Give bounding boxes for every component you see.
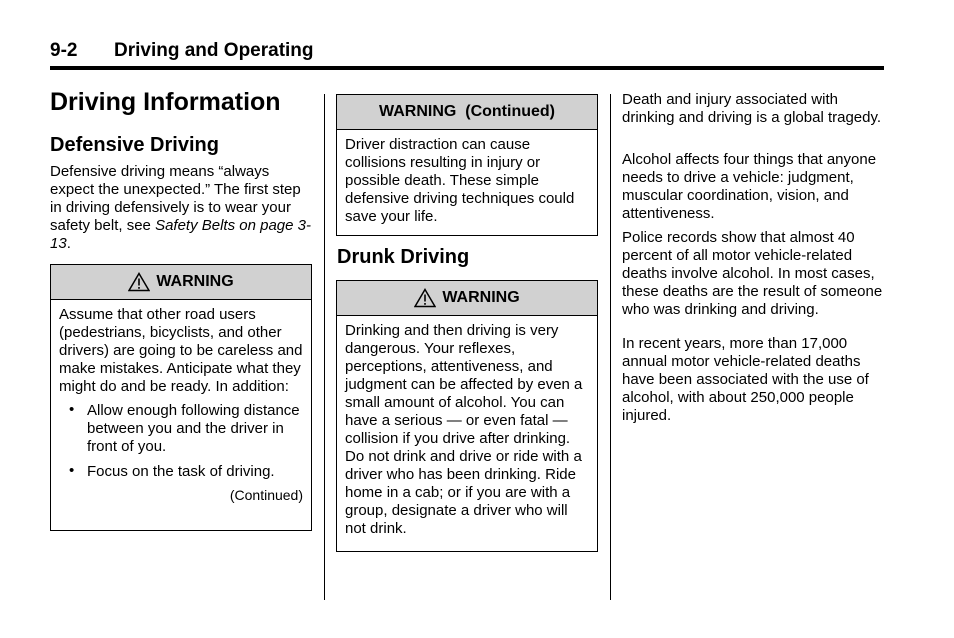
page-number: 9-2 — [50, 40, 78, 61]
list-item — [69, 402, 303, 456]
page-header — [50, 38, 884, 70]
defensive-driving-heading: Defensive Driving — [50, 134, 219, 156]
column-divider-2 — [610, 94, 611, 600]
warning-header — [337, 281, 597, 316]
list-item — [69, 463, 303, 481]
warning-body — [337, 316, 597, 542]
warning-label: WARNING — [442, 289, 520, 306]
defensive-driving-intro — [50, 163, 314, 253]
paragraph-global-tragedy: Death and injury associated with drinking and driving is a global tragedy. — [622, 91, 882, 126]
warning-triangle-icon — [414, 288, 436, 308]
section-title: Driving and Operating — [114, 40, 314, 61]
bullet-icon: • — [69, 401, 75, 418]
bullet-text: Allow enough following distance between you and the driver in front of you. — [87, 402, 300, 455]
warning-triangle-icon — [128, 272, 150, 292]
safety-belts-reference: Safety Belts on page 3-13 — [50, 217, 311, 252]
continued-label: (Continued) — [229, 487, 303, 503]
drunk-driving-heading: Drunk Driving — [337, 246, 470, 268]
continued-warning — [336, 94, 598, 236]
paragraph-police-records: Police records show that almost 40 percent of all motor vehicle-related deaths involve alcohol. In most cases, these deaths are the result of someone who was drinking and driving. — [622, 229, 883, 318]
warning-text: Assume that other road users (pedestrians, bicyclists, and other drivers) are going to be careless and make mistakes. Anticipate what they might do and be ready. In addition: — [59, 306, 303, 395]
warning-body — [51, 300, 311, 508]
column-divider-1 — [324, 94, 325, 600]
bullet-icon: • — [69, 462, 75, 479]
intro-text: Defensive driving means “always expect the unexpected.” The first step in driving defensively is to wear your safety belt, see — [50, 163, 301, 234]
continued-warning-header — [337, 95, 597, 130]
warning-text: Drinking and then driving is very dangerous. Your reflexes, perceptions, attentiveness, and judgment can be affected by even a small amount of alcohol. You can have a serious — or even fatal — collision if you drive after drinking. Do not drink and drive or ride with a driver who has been drinking. Ride home in a cab; or if you are with a group, designate a driver who will not drink. — [345, 322, 583, 537]
bullet-text: Focus on the task of driving. — [87, 463, 275, 480]
paragraph-alcohol-effects: Alcohol affects four things that anyone needs to drive a vehicle: judgment, muscular coordination, vision, and attentiveness. — [622, 151, 877, 222]
warning-header — [51, 265, 311, 300]
intro-end: . — [66, 235, 71, 252]
continued-warning-body — [337, 130, 597, 230]
continued-warning-label: WARNING (Continued) — [379, 103, 555, 120]
warning-label: WARNING — [156, 273, 234, 290]
defensive-driving-warning — [50, 264, 312, 531]
warning-bullet-list — [59, 402, 303, 481]
continued-warning-text: Driver distraction can cause collisions resulting in injury or possible death. These simple defensive driving techniques could save your life. — [345, 136, 575, 225]
paragraph-annual-deaths: In recent years, more than 17,000 annual motor vehicle-related deaths have been associated with the use of alcohol, with about 250,000 people injured. — [622, 335, 869, 424]
page-title: Driving Information — [50, 88, 281, 116]
drunk-driving-warning — [336, 280, 598, 552]
